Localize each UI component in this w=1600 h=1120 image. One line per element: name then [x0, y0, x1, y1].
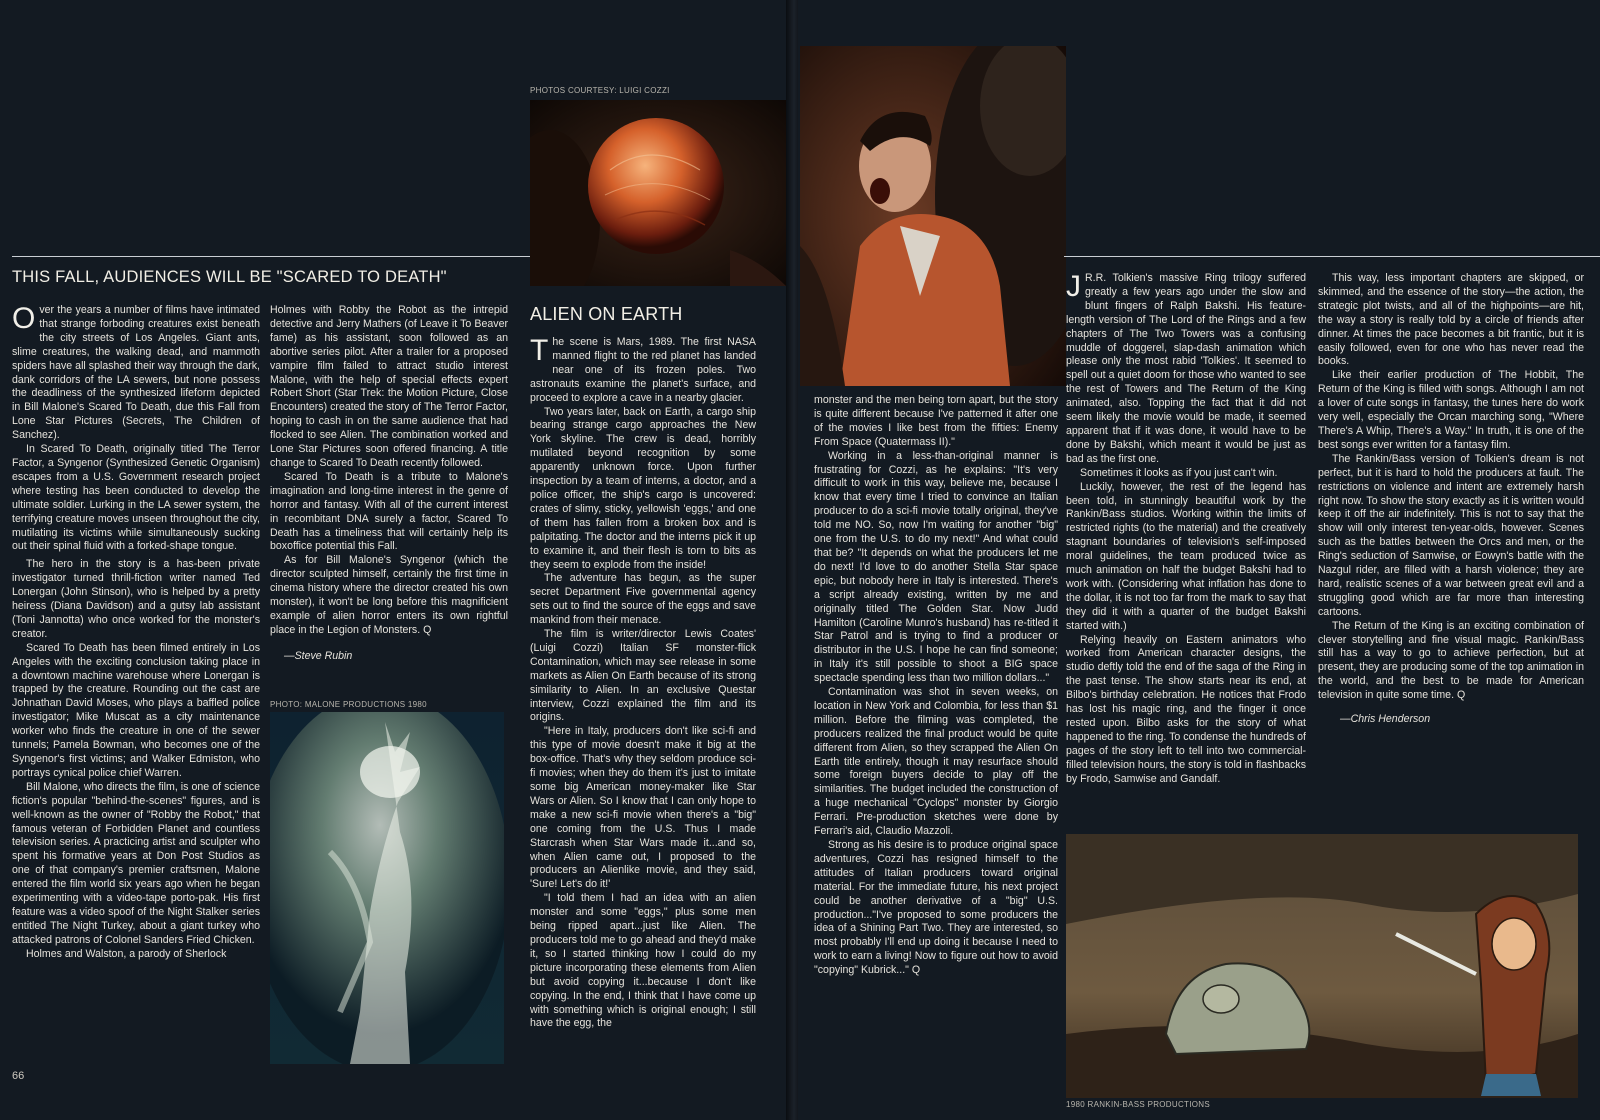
paragraph: The adventure has begun, as the super secret Department Five governmental agency sets out to find the source of the eggs and save mankind from their menace.	[530, 572, 756, 627]
paragraph: The Rankin/Bass version of Tolkien's dream is not perfect, but it is hard to hold the producers at fault. The restrictions on violence and intent are extremely harsh right now. To show the story exactly as it is written would keep it off the air indefinitely. This is not to say that the show will only interest ten-year-olds, however. Scenes such as the battles between the Orcs and men, or the Ring's seduction of Samwise, or Eowyn's battle with the Nazgul rider, are filled with a harsh violence; they are hard, realistic scenes of a war between great evil and a struggling good which are far more than interesting cartoons.	[1318, 452, 1584, 618]
paragraph: This way, less important chapters are skipped, or skimmed, and the essence of the story—the action, the strategic plot twists, and all of the highpoints—are hit, the way a story is really told by a circle of friends after dinner. At times the pace becomes a bit frantic, but it is easily followed, even for one who has never read the books.	[1318, 272, 1584, 368]
drop-cap: T	[530, 334, 549, 367]
paragraph: Scared To Death is a tribute to Malone's imagination and long-time interest in the genre of horror and fantasy. With all of the current interest in recombitant DNA surely a factor, Scared To Death has a timeliness that will certainly help its boxoffice potential this Fall.	[270, 470, 508, 553]
page-number: 66	[12, 1070, 25, 1082]
paragraph: Like their earlier production of The Hobbit, The Return of the King is filled with songs. Although I am not a lover of cute songs in fantasy, the tunes here do work very well, especially the Orcan marching song, "Where There's A Whip, There's a Way." In truth, it is one of the best songs ever written for a fantasy film.	[1318, 369, 1584, 451]
paragraph: The Return of the King is an exciting combination of clever storytelling and fine visual magic. Rankin/Bass still has a way to go to achieve perfection, but at present, they are producing some of the top animation in the world, and the best to be made for American television in quite some time. Q	[1318, 619, 1584, 702]
paragraph: Holmes and Walston, a parody of Sherlock	[26, 947, 227, 960]
article-column-5	[1066, 272, 1306, 787]
syngenor-creature-photo	[270, 712, 504, 1064]
drop-cap: O	[12, 302, 36, 335]
alien-egg-photo	[530, 100, 786, 286]
paragraph: The film is writer/director Lewis Coates' (Luigi Cozzi) Italian SF monster-flick Contamination, which may see release in some markets as Alien On Earth because of its strong similarity to Alien. In an exclusive Questar interview, Cozzi explained the film and its origins.	[530, 628, 756, 724]
drop-cap: J	[1066, 270, 1081, 303]
paragraph: monster and the men being torn apart, but the story is quite different because I've patterned it after one of the movies I like best from the fifties: Enemy From Space (Quatermass II)."	[814, 394, 1058, 448]
paragraph: Working in a less-than-original manner is frustrating for Cozzi, as he explains: "It's very difficult to work in this way, believe me, because I know that every time I tried to convince an Italian producer to do a sci-fi movie totally original, they've told me NO. So, now I'm waiting for another "big" one from the U.S. to do my next!" And what could that be? "It depends on what the producers let me do next! I'd love to do another Stella Star space epic, but nobody here in Italy is interested. There's a script already existing, written by me and originally titled The Golden Star. Now Judd Hamilton (Caroline Munro's husband) has re-titled it Star Patrol and is trying to find a producer or distributor in the U.S. I hope he can find someone; in Italy it's still possible to shoot a BIG space spectacle spending less than two million dollars..."	[814, 449, 1058, 685]
paragraph: Two years later, back on Earth, a cargo ship bearing strange cargo approaches the New York skyline. The crew is dead, horribly mutilated beyond recognition by some apparently unknown force. Upon further inspection by a team of interns, a doctor, and a police officer, the ship's cargo is uncovered: crates of slimy, sticky, yellowish 'eggs,' and one of them has fallen from a broken box and is palpitating. The doctor and the interns pick it up to examine it, and their flesh is torn to bits as they seem to explode from the inside!	[530, 405, 756, 571]
photo-credit-malone: PHOTO: MALONE PRODUCTIONS 1980	[270, 700, 427, 709]
screaming-man-photo	[800, 46, 1066, 386]
paragraph: The scene is Mars, 1989. The first NASA manned flight to the red planet has landed near one of its frozen poles. Two astronauts examine the planet's surface, and proceed to explore a cave in a nearby glacier.	[530, 334, 756, 404]
left-page	[0, 0, 790, 1120]
paragraph: Scared To Death has been filmed entirely in Los Angeles with the exciting conclusion taking place in a downtown machine warehouse where Lonergan is trapped by the creature. Rounding out the cast are Johnathan David Moses, who plays a baffled police investigator; Mike Muscat as a city maintenance worker who finds the creature in one of the sewer tunnels; Pamela Bowman, who becomes one of the Syngenor's first victims; and Walker Edmiston, who portrays cynical police chief Warren.	[12, 641, 260, 779]
paragraph: Contamination was shot in seven weeks, on location in New York and Colombia, for less than $1 million. Before the filming was completed, the producers realized the final product would be quite different from Alien, so they scrapped the Alien On Earth title entirely, though it may resurface should some foreign buyers decide to play off the similarities. The budget included the construction of a huge mechanical "Cyclops" monster by Giorgio Ferrari. Pre-production sketches were done by Ferrari's aid, Claudio Mazzoli.	[814, 686, 1058, 838]
paragraph: "Here in Italy, producers don't like sci-fi and this type of movie doesn't make it big at the box-office. That's why they seldom produce sci-fi movies; when they do them it's just to imitate some big American money-maker like Star Wars or Alien. So I know that I can only hope to make a new sci-fi movie when there's a "big" one coming from the U.S. Thus I made Starcrash when Star Wars made it...and so, when Alien came out, I proposed to the producers an Alienlike movie, and they said, 'Sure! Let's do it!'	[530, 725, 756, 891]
article-column-3	[530, 336, 756, 1031]
paragraph: The hero in the story is a has-been private investigator turned thrill-fiction writer named Ted Lonergan (John Stinson), who is helped by a pretty heiress (Diana Davidson) and a gutsy lab assistant (Toni Jannotta) who once worked for the monster's creator.	[12, 558, 260, 640]
paragraph: Luckily, however, the rest of the legend has been told, in stunningly beautiful work by the Rankin/Bass studios. Working within the limits of restricted rights (to the material) and the creatively stagnant boundaries of television's self-imposed moral guidelines, the team produced twice as much animation on half the budget Bakshi had to work with. (Considering what inflation has done to the dollar, it is not too far from the mark to say that they did it with a quarter of the budget Bakshi started with.)	[1066, 480, 1306, 632]
alien-headline: ALIEN ON EARTH	[530, 304, 683, 324]
right-page	[798, 0, 1600, 1120]
paragraph: J R.R. Tolkien's massive Ring trilogy suffered greatly a few years ago under the slow and blunt fingers of Ralph Bakshi. His feature-length version of The Lord of the Rings and a few chapters of The Two Towers was a confusing muddle of doggerel, slap-dash animation which please only the most rabid 'Tolkies'. It seemed to spell out a quiet doom for those who wanted to see the rest of Towers and The Return of the King animated, also. Topping the fact that it did not seem likely the movie would be made, it seemed apparent that if it was done, it would have to be done by Bakshi, which meant it would be just as bad as the first one.	[1066, 270, 1306, 465]
article-column-2	[270, 304, 508, 664]
paragraph: In Scared To Death, originally titled The Terror Factor, a Syngenor (Synthesized Genetic Organism) escapes from a U.S. Government research project where testing has been conducted to develop the ultimate soldier. Lurking in the LA sewer system, the terrifying creature moves unseen throughout the city, mutilating its victims while simultaneously sucking out their spinal fluid with a forked-shape tongue.	[12, 443, 260, 553]
paragraph: "I told them I had an idea with an alien monster and some "eggs," plus some men being ripped apart...just like Alien. The producers told me to go ahead and they'd make it, so I started thinking how I could do my picture incorporating these elements from Alien but avoid copying it...because I don't like copying. In the end, I think that I have come up with something which is original enough; I still have the egg, the	[530, 892, 756, 1030]
photo-credit-rankin: 1980 RANKIN-BASS PRODUCTIONS	[1066, 1100, 1210, 1109]
paragraph: Strong as his desire is to produce original space adventures, Cozzi has resigned himself to the attitudes of Italian producers toward original material. For the immediate future, his next project could be another derivative of a "big" U.S. production..."I've proposed to some producers the idea of a Shining Part Two. They are interested, so most probably I'll end up doing it because I need to work to earn a living! Now to figure out how to avoid "copying" Kubrick..." Q	[814, 839, 1058, 977]
paragraph: Holmes with Robby the Robot as the intrepid detective and Jerry Mathers (of Leave it To Beaver fame) as his assistant, soon followed as an abortive series pilot. After a trailer for a proposed vampire film failed to attract studio interest Malone, with the help of special effects expert Robert Short (Star Trek: the Motion Picture, Close Encounters) created the story of The Terror Factor, hoping to cash in on the same audience that had flocked to see Alien. The combination worked and Lone Star Pictures soon offered financing. A title change to Scared To Death recently followed.	[270, 304, 508, 469]
article-column-4	[814, 394, 1058, 978]
article-column-1	[12, 304, 260, 962]
photo-credit-cozzi: PHOTOS COURTESY: LUIGI COZZI	[530, 86, 670, 95]
paragraph: Relying heavily on Eastern animators who worked from American character designs, the studio deftly told the end of the saga of the Ring in the past tense. The show starts near its end, at Bilbo's birthday celebration. He notices that Frodo has lost his magic ring, and the finger it once rested upon. Bilbo asks for the story of what happened to the ring. To condense the hundreds of pages of the story left to tell into two commercial-filled television hours, the story is told in flashbacks by Frodo, Samwise and Gandalf.	[1066, 633, 1306, 785]
paragraph: Bill Malone, who directs the film, is one of science fiction's popular "behind-the-scenes" figures, and is well-known as the owner of "Robby the Robot," that famous veteran of Forbidden Planet and countless television series. A practicing artist and sculpter who spent his formative years at Don Post Studios as one of that company's premier craftsmen, Malone entered the film world six years ago when he began experimenting with a video-tape porto-pak. His first feature was a video spoof of the Night Stalker series entitled The Night Turkey, about a giant turkey who attacked patrons of Colonel Sanders Fried Chicken.	[12, 780, 260, 946]
paragraph: As for Bill Malone's Syngenor (which the director sculpted himself, certainly the first time in cinema history where the director created his own monster), it won't be long before this magnificient example of alien horror enters its own rightful place in the Legion of Monsters. Q	[270, 554, 508, 636]
page-headline: THIS FALL, AUDIENCES WILL BE "SCARED TO DEATH"	[12, 268, 447, 286]
author-signature: —Chris Henderson	[1340, 713, 1431, 726]
section-rule	[1064, 256, 1600, 257]
paragraph: Over the years a number of films have intimated that strange forboding creatures exist beneath the city streets of Los Angeles. Giant ants, slime creatures, the walking dead, and mammoth spiders have all splashed their way through the dark, dank corridors of the LA sewers, but none possess the deadliness of the synthesized lifeform depicted in Bill Malone's Scared To Death, due this Fall from Lone Star Pictures (Secrets, The Children of Sanchez).	[12, 302, 260, 442]
paragraph: Sometimes it looks as if you just can't win.	[1080, 466, 1278, 479]
author-signature: —Steve Rubin	[284, 649, 353, 662]
headline-rule	[12, 256, 530, 257]
return-of-the-king-still	[1066, 834, 1578, 1098]
article-column-6	[1318, 272, 1584, 727]
